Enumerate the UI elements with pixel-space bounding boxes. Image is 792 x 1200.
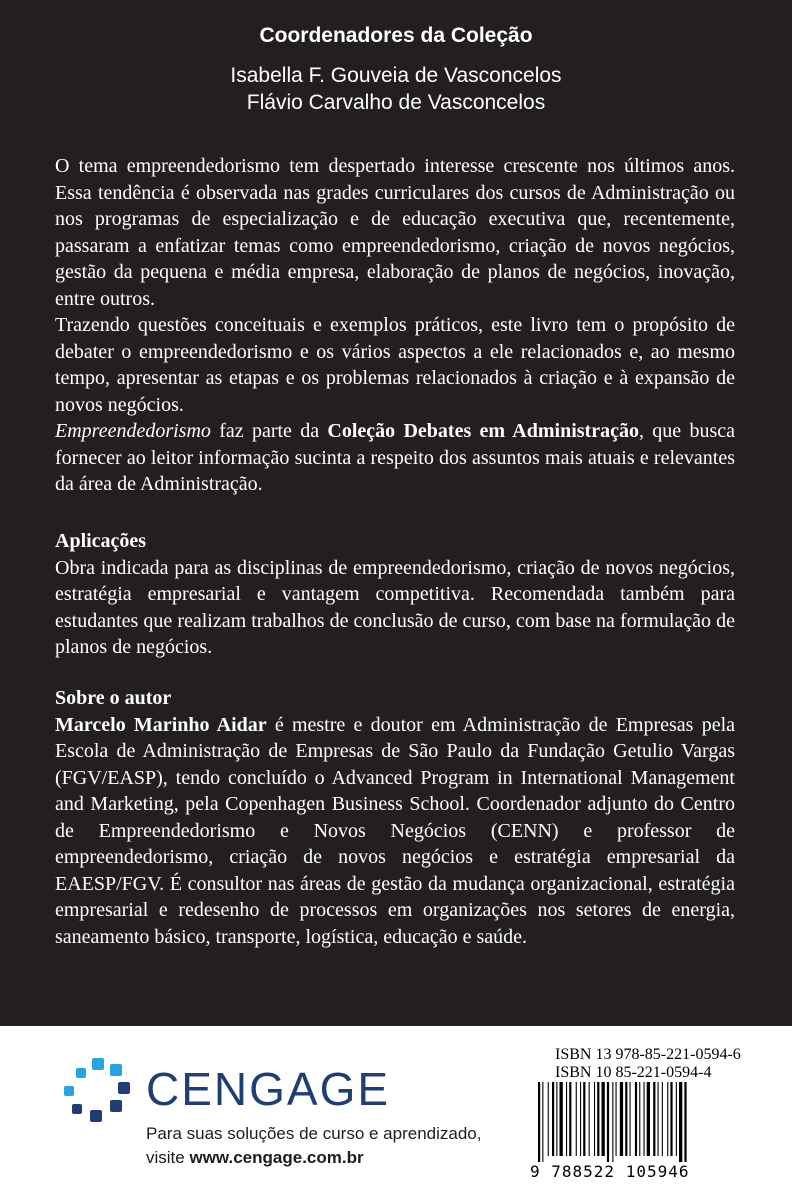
barcode-bar <box>635 1082 637 1156</box>
publisher-website-link[interactable]: www.cengage.com.br <box>189 1148 364 1167</box>
publisher-tagline: Para suas soluções de curso e aprendizado, <box>146 1124 482 1143</box>
barcode-bar <box>670 1082 672 1156</box>
barcode-bar <box>616 1082 617 1156</box>
author-bio: Marcelo Marinho Aidar é mestre e doutor em Administração de Empresas pela Escola de Administração de Empresas de São Paulo da Fundação Getulio Vargas (FGV/EASP), tendo concluído o Advanced Program in International Management and Marketing, pela Copenhagen Business School. Coordenador adjunto do Centro de Empreendedorismo e Novos Negócios (CENN) e professor de empreendedorismo, criação de novos negócios e estratégia empresarial da EAESP/FGV. É consultor nas áreas de gestão da mudança organizacional, estratégia empresarial e redesenho de processos em organizações nos setores de energia, saneamento básico, transporte, logística, educação e saúde. <box>55 713 736 948</box>
barcode-bar <box>542 1082 543 1162</box>
barcode-bar <box>679 1082 682 1162</box>
cengage-logo-icon <box>60 1056 140 1126</box>
barcode-bar <box>602 1082 605 1156</box>
barcode-bar <box>580 1082 581 1156</box>
barcode-bar <box>538 1082 540 1162</box>
barcode-bar <box>552 1082 554 1156</box>
synopsis-paragraph-2: Trazendo questões conceituais e exemplos práticos, este livro tem o propósito de debater o empreendedorismo e os vários aspectos a ele relacionados e, ao mesmo tempo, apresentar as etapas e os problemas relacionados à criação e à expansão de novos negócios. <box>55 314 735 416</box>
barcode-bar <box>653 1082 655 1156</box>
author-section <box>55 685 735 950</box>
barcode-bar <box>566 1082 567 1156</box>
barcode-bar <box>594 1082 595 1156</box>
coordinator-name-2: Flávio Carvalho de Vasconcelos <box>246 91 546 114</box>
barcode-bar <box>607 1082 609 1162</box>
coordinators-title: Coordenadores da Coleção <box>259 24 533 47</box>
barcode-bar <box>676 1082 677 1156</box>
barcode-bar <box>583 1082 585 1156</box>
barcode-bar <box>639 1082 640 1156</box>
author-heading: Sobre o autor <box>55 687 172 709</box>
barcode-digits: 9 788522 105946 <box>530 1162 690 1181</box>
barcode-bar <box>630 1082 631 1156</box>
barcode-bar <box>569 1082 571 1156</box>
barcode-bar <box>658 1082 659 1156</box>
collection-name: Coleção Debates em Administração <box>327 420 639 442</box>
applications-text: Obra indicada para as disciplinas de empreendedorismo, criação de novos negócios, estratégia empresarial e vantagem competitiva. Recomendada também para estudantes que realizam trabalhos de conclusão de curso, com base na formulação de planos de negócios. <box>55 556 735 658</box>
synopsis-paragraph-1: O tema empreendedorismo tem despertado interesse crescente nos últimos anos. Essa tendência é observada nas grades curriculares dos cursos de Administração ou nos programas de especialização e de educação executiva que, recentemente, passaram a enfatizar temas como empreendedorismo, criação de novos negócios, gestão da pequena e média empresa, elaboração de planos de negócios, inovação, entre outros. <box>55 155 735 310</box>
barcode-bar <box>560 1082 563 1156</box>
barcode-bar <box>620 1082 623 1156</box>
publisher-name: CENGAGE <box>146 1063 391 1115</box>
applications-section <box>55 528 735 661</box>
barcode-bar <box>597 1082 599 1156</box>
coordinator-name-1: Isabella F. Gouveia de Vasconcelos <box>230 64 562 87</box>
barcode-bar <box>625 1082 627 1156</box>
applications-heading: Aplicações <box>55 530 147 552</box>
barcode-bar <box>644 1082 645 1156</box>
synopsis-paragraph-3: Empreendedorismo faz parte da Coleção Debates em Administração, que busca fornecer ao leitor informação sucinta a respeito dos assuntos mais atuais e relevantes da área de Administração. <box>55 420 735 495</box>
barcode-bar <box>684 1082 686 1162</box>
synopsis <box>55 153 735 498</box>
barcode-bar <box>556 1082 557 1156</box>
isbn-10: ISBN 10 85-221-0594-4 <box>555 1064 712 1081</box>
publisher-website-line: visite www.cengage.com.br <box>146 1148 364 1167</box>
barcode <box>536 1082 740 1162</box>
barcode-bar <box>662 1082 663 1156</box>
barcode-bar <box>647 1082 650 1156</box>
barcode-bar <box>612 1082 613 1162</box>
barcode-bar <box>548 1082 549 1156</box>
barcode-bar <box>576 1082 577 1156</box>
barcode-bar <box>667 1082 668 1156</box>
isbn-13: ISBN 13 978-85-221-0594-6 <box>555 1046 741 1063</box>
barcode-bar <box>589 1082 590 1156</box>
author-name: Marcelo Marinho Aidar <box>55 713 267 736</box>
book-title: Empreendedorismo <box>55 420 211 442</box>
